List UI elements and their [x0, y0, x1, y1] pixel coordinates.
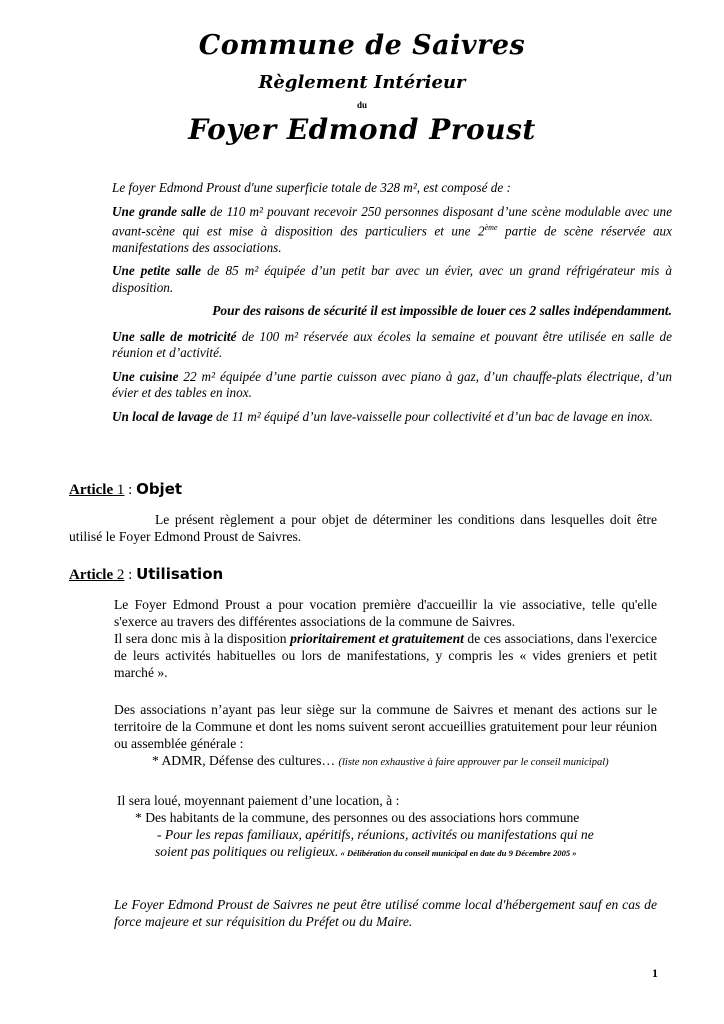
article-1-label: Article — [69, 482, 114, 498]
article-1-text: Le présent règlement a pour objet de déterminer les conditions dans lesquelles doit être utilisé le Foyer Edmond Proust de Saivres. — [69, 512, 657, 544]
lavage-label: Un local de lavage — [112, 408, 213, 424]
article-1-name: Objet — [136, 480, 183, 498]
grande-salle-label: Une grande salle — [112, 203, 206, 219]
article-2-p3-sub-a: - Pour les repas familiaux, apéritifs, réunions, activités ou manifestations qui ne — [157, 827, 594, 842]
article-2-sep: : — [124, 567, 137, 583]
p1b-text: Il sera donc mis à la disposition — [114, 631, 291, 646]
article-2-p2-text: Des associations n’ayant pas leur siège sur la commune de Saivres et menant des actions sur le territoire de la Commune et dont les noms suivent seront accueillies gratuitement pour leur réunion ou assemblée générale : — [114, 702, 657, 751]
grande-salle-paragraph — [112, 204, 672, 257]
cuisine-label: Une cuisine — [112, 368, 179, 384]
article-2-p1a: Le Foyer Edmond Proust a pour vocation première d'accueillir la vie associative, telle qu'elle s'exerce au travers des différentes associations de la commune de Saivres. — [114, 597, 657, 629]
lavage-paragraph — [112, 409, 672, 426]
title-connector: du — [356, 100, 367, 110]
article-2-heading — [69, 565, 223, 584]
cuisine-text: 22 m² équipée d’une partie cuisson avec piano à gaz, d’un chauffe-plats électrique, d’un évier et des tables en inox. — [112, 368, 672, 401]
p2-list-note: (liste non exhaustive à faire approuver par le conseil municipal) — [338, 757, 609, 768]
lavage-text: de 11 m² équipé d’un lave-vaisselle pour collectivité et d’un bac de lavage en inox. — [212, 408, 653, 424]
article-1-sep: : — [124, 482, 137, 498]
petite-salle-paragraph — [112, 263, 672, 296]
p3-delib-note: « Délibération du conseil municipal en date du 9 Décembre 2005 » — [338, 848, 577, 858]
p1b-text-end: de ces associations, dans l'exercice de leurs activités habituelles ou lors de manifestations, y compris les « vides greniers et petit marché ». — [114, 631, 657, 680]
article-2-p3-item: * Des habitants de la commune, des personnes ou des associations hors commune — [135, 810, 580, 825]
article-2-number: 2 — [116, 567, 125, 583]
motricite-text: de 100 m² réservée aux écoles la semaine et pouvant être utilisée en salle de réunion et d’activité. — [112, 328, 672, 361]
article-2-name: Utilisation — [136, 565, 224, 583]
article-2-p4 — [114, 896, 657, 930]
security-warning: Pour des raisons de sécurité il est impossible de louer ces 2 salles indépendamment. — [212, 303, 672, 319]
article-1-number: 1 — [116, 482, 125, 498]
document-subtitle: Règlement Intérieur — [258, 72, 466, 93]
document-title: Commune de Saivres — [198, 30, 526, 61]
article-1-body — [69, 511, 657, 545]
article-2-p1b — [114, 630, 657, 681]
article-1-heading — [69, 480, 182, 499]
cuisine-paragraph — [112, 369, 672, 402]
motricite-label: Une salle de motricité — [112, 328, 237, 344]
article-2-p4-text: Le Foyer Edmond Proust de Saivres ne peut être utilisé comme local d'hébergement sauf en cas de force majeure et sur réquisition du Préfet ou du Maire. — [114, 897, 657, 929]
p2-list-text: * ADMR, Défense des cultures… — [152, 753, 339, 768]
petite-salle-text: de 85 m² équipée d’un petit bar avec un évier, avec un grand réfrigérateur mis à disposition. — [112, 263, 672, 295]
page-number: 1 — [652, 966, 658, 980]
intro-section — [112, 180, 672, 432]
article-2-p1 — [114, 596, 657, 681]
article-2-label: Article — [69, 567, 114, 583]
p1b-emphasis: prioritairement et gratuitement — [290, 631, 464, 646]
ordinal-superscript: ème — [484, 223, 498, 232]
article-2-p3-text: Il sera loué, moyennant paiement d’une location, à : — [117, 793, 400, 808]
article-2-p2 — [114, 701, 657, 771]
article-2-p3 — [114, 792, 674, 862]
venue-title: Foyer Edmond Proust — [188, 113, 536, 146]
motricite-paragraph — [112, 329, 672, 362]
article-2-p2-list — [114, 752, 657, 771]
petite-salle-label: Une petite salle — [112, 263, 202, 279]
grande-salle-text-a: de 110 m² pouvant recevoir 250 personnes disposant d’une scène modulable avec une avant-scène qui est mise à disposition des particuliers et une 2 — [112, 203, 673, 239]
grande-salle-text-b: partie de scène réservée aux manifestations des associations. — [112, 223, 673, 255]
p3-sub-b-text: soient pas politiques ou religieux. — [155, 844, 339, 859]
intro-line: Le foyer Edmond Proust d'une superficie totale de 328 m², est composé de : — [112, 180, 511, 195]
article-2-p3-sub-b — [114, 843, 674, 862]
